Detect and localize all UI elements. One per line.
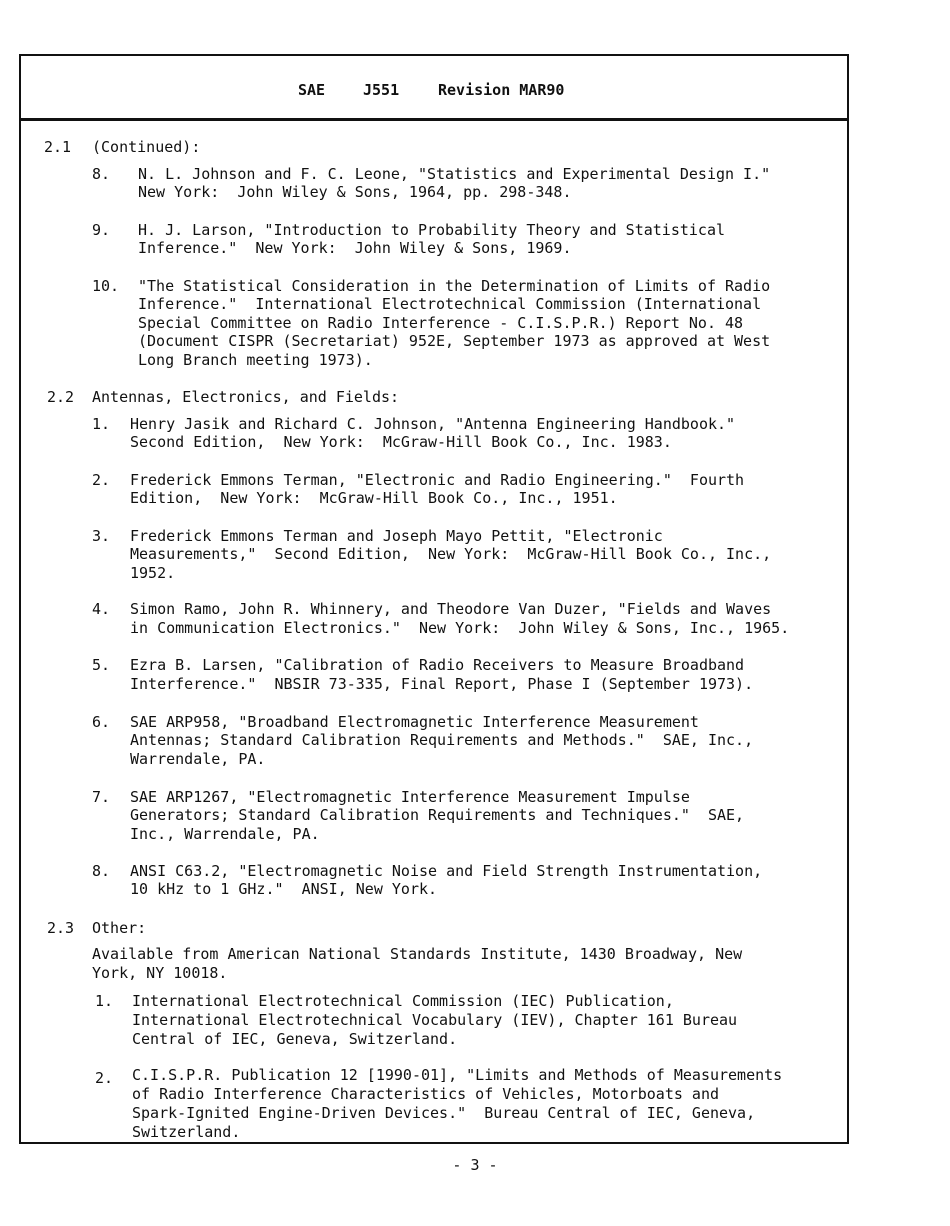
item-line: Simon Ramo, John R. Whinnery, and Theodore Van Duzer, "Fields and Waves: [130, 600, 772, 618]
item-line: Inference." International Electrotechnical Commission (International: [138, 295, 762, 313]
section-title: Other:: [92, 919, 147, 937]
item-line: International Electrotechnical Commission (IEC) Publication,: [132, 992, 674, 1010]
item-line: C.I.S.P.R. Publication 12 [1990-01], "Limits and Methods of Measurements: [132, 1066, 783, 1084]
item-line: Generators; Standard Calibration Requirements and Techniques." SAE,: [130, 806, 745, 824]
item-line: in Communication Electronics." New York: John Wiley & Sons, Inc., 1965.: [130, 619, 790, 637]
item-number: 2.: [95, 1069, 114, 1087]
section-number: 2.3: [47, 919, 75, 937]
item-number: 5.: [92, 656, 111, 674]
item-line: Warrendale, PA.: [130, 750, 266, 768]
item-line: Spark-Ignited Engine-Driven Devices." Bureau Central of IEC, Geneva,: [132, 1104, 756, 1122]
header-org: SAE: [298, 81, 326, 99]
item-line: "The Statistical Consideration in the Determination of Limits of Radio: [138, 277, 771, 295]
header-doc-number: J551: [363, 81, 400, 99]
item-number: 3.: [92, 527, 111, 545]
item-number: 1.: [95, 992, 114, 1010]
item-line: Central of IEC, Geneva, Switzerland.: [132, 1030, 458, 1048]
page-number: - 3 -: [452, 1156, 498, 1174]
item-line: 1952.: [130, 564, 176, 582]
item-line: H. J. Larson, "Introduction to Probability Theory and Statistical: [138, 221, 725, 239]
item-line: Measurements," Second Edition, New York: McGraw-Hill Book Co., Inc.,: [130, 545, 772, 563]
item-line: Interference." NBSIR 73-335, Final Report, Phase I (September 1973).: [130, 675, 754, 693]
item-number: 8.: [92, 165, 111, 183]
item-line: Frederick Emmons Terman, "Electronic and Radio Engineering." Fourth: [130, 471, 745, 489]
item-line: Ezra B. Larsen, "Calibration of Radio Receivers to Measure Broadband: [130, 656, 745, 674]
item-number: 4.: [92, 600, 111, 618]
section-number: 2.1: [44, 138, 72, 156]
item-line: Inference." New York: John Wiley & Sons, 1969.: [138, 239, 572, 257]
item-line: Henry Jasik and Richard C. Johnson, "Antenna Engineering Handbook.": [130, 415, 736, 433]
item-number: 2.: [92, 471, 111, 489]
item-line: (Document CISPR (Secretariat) 952E, September 1973 as approved at West: [138, 332, 771, 350]
item-number: 1.: [92, 415, 111, 433]
item-number: 8.: [92, 862, 111, 880]
item-line: N. L. Johnson and F. C. Leone, "Statistics and Experimental Design I.": [138, 165, 771, 183]
item-number: 6.: [92, 713, 111, 731]
item-line: 10 kHz to 1 GHz." ANSI, New York.: [130, 880, 438, 898]
item-line: Switzerland.: [132, 1123, 241, 1141]
section-title: (Continued):: [92, 138, 201, 156]
item-line: Inc., Warrendale, PA.: [130, 825, 320, 843]
header-revision: Revision MAR90: [438, 81, 565, 99]
item-number: 9.: [92, 221, 111, 239]
section-intro-line: York, NY 10018.: [92, 964, 228, 982]
item-line: International Electrotechnical Vocabulary (IEV), Chapter 161 Bureau: [132, 1011, 738, 1029]
item-line: Second Edition, New York: McGraw-Hill Book Co., Inc. 1983.: [130, 433, 672, 451]
item-number: 10.: [92, 277, 120, 295]
item-line: New York: John Wiley & Sons, 1964, pp. 298-348.: [138, 183, 572, 201]
item-line: Long Branch meeting 1973).: [138, 351, 373, 369]
item-line: Special Committee on Radio Interference - C.I.S.P.R.) Report No. 48: [138, 314, 744, 332]
item-line: Edition, New York: McGraw-Hill Book Co., Inc., 1951.: [130, 489, 618, 507]
item-line: SAE ARP958, "Broadband Electromagnetic Interference Measurement: [130, 713, 699, 731]
item-number: 7.: [92, 788, 111, 806]
section-title: Antennas, Electronics, and Fields:: [92, 388, 400, 406]
item-line: Frederick Emmons Terman and Joseph Mayo Pettit, "Electronic: [130, 527, 663, 545]
section-intro-line: Available from American National Standards Institute, 1430 Broadway, New: [92, 945, 743, 963]
item-line: SAE ARP1267, "Electromagnetic Interference Measurement Impulse: [130, 788, 690, 806]
section-number: 2.2: [47, 388, 75, 406]
item-line: ANSI C63.2, "Electromagnetic Noise and Field Strength Instrumentation,: [130, 862, 763, 880]
item-line: of Radio Interference Characteristics of Vehicles, Motorboats and: [132, 1085, 719, 1103]
item-line: Antennas; Standard Calibration Requirements and Methods." SAE, Inc.,: [130, 731, 754, 749]
